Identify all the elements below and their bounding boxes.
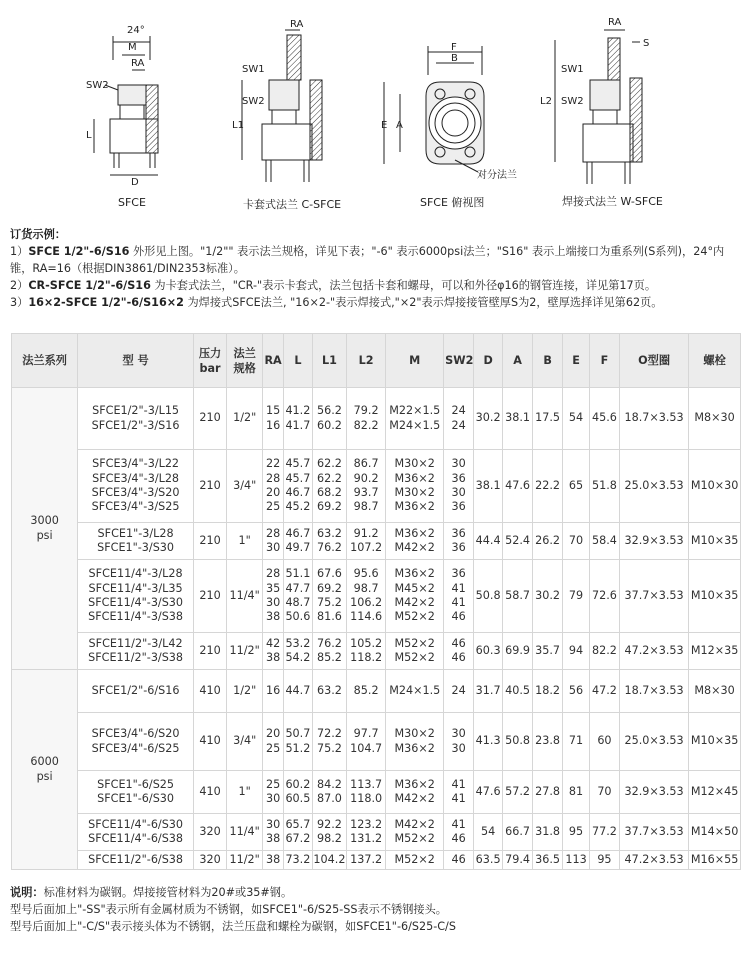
table-row xyxy=(12,713,741,771)
table-cell: 85.2 xyxy=(346,670,385,713)
model-cell: SFCE11/4"-3/L28 SFCE11/4"-3/L35 SFCE11/4"-3/S30 SFCE11/4"-3/S38 xyxy=(78,560,194,633)
order-title: 订货示例： xyxy=(10,228,66,241)
column-header: 型 号 xyxy=(78,334,194,388)
drawing-w-sfce xyxy=(540,17,649,184)
table-cell: 1" xyxy=(227,771,263,814)
drawing-sfce xyxy=(86,25,158,188)
table-cell: 65 xyxy=(563,450,590,523)
table-cell: M36×2 M42×2 xyxy=(386,523,444,560)
table-cell: 54 xyxy=(474,814,503,851)
label-l2: L2 xyxy=(540,96,552,107)
table-cell: 113 xyxy=(563,851,590,870)
model-cell: SFCE11/2"-3/L42 SFCE11/2"-3/S38 xyxy=(78,633,194,670)
column-header: A xyxy=(503,334,533,388)
table-cell: 20 25 xyxy=(263,713,284,771)
series-cell: 6000 psi xyxy=(12,670,78,870)
label-ra: RA xyxy=(131,58,145,69)
table-cell: M36×2 M42×2 xyxy=(386,771,444,814)
column-header: L xyxy=(283,334,312,388)
model-cell: SFCE11/4"-6/S30 SFCE11/4"-6/S38 xyxy=(78,814,194,851)
table-cell: 51.1 47.7 48.7 50.6 xyxy=(283,560,312,633)
table-cell: 27.8 xyxy=(533,771,563,814)
order-line-3: 3）16×2-SFCE 1/2"-6/S16×2 为焊接式SFCE法兰, "16×2-"表示焊接式,"×2"表示焊接接管壁厚S为2，壁厚选择详见第62页。 xyxy=(10,296,663,309)
label-sw1: SW1 xyxy=(561,64,584,75)
table-cell: 105.2 118.2 xyxy=(346,633,385,670)
table-cell: 72.6 xyxy=(589,560,619,633)
table-cell: 79 xyxy=(563,560,590,633)
note-line-2: 型号后面加上"-SS"表示所有金属材质为不锈钢，如SFCE1"-6/S25-SS表示不锈钢接头。 xyxy=(10,903,447,916)
table-cell: 3/4" xyxy=(227,713,263,771)
table-cell: 37.7×3.53 xyxy=(619,560,688,633)
table-cell: 26.2 xyxy=(533,523,563,560)
table-cell: 47.6 xyxy=(503,450,533,523)
label-s: S xyxy=(643,38,650,49)
table-cell: 25.0×3.53 xyxy=(619,713,688,771)
table-cell: 50.7 51.2 xyxy=(283,713,312,771)
note-line-1: 说明：标准材料为碳钢。焊接接管材料为20#或35#钢。 xyxy=(10,886,293,899)
table-cell: 18.7×3.53 xyxy=(619,388,688,450)
table-cell: 45.6 xyxy=(589,388,619,450)
table-cell: 70 xyxy=(589,771,619,814)
table-cell: 65.7 67.2 xyxy=(283,814,312,851)
table-cell: 30.2 xyxy=(474,388,503,450)
table-cell: 70 xyxy=(563,523,590,560)
table-cell: M12×45 xyxy=(689,771,741,814)
table-cell: 38 xyxy=(263,851,284,870)
table-cell: 24 24 xyxy=(444,388,474,450)
label-a: A xyxy=(396,120,403,131)
table-cell: 31.7 xyxy=(474,670,503,713)
table-cell: 410 xyxy=(193,670,226,713)
label-l1: L1 xyxy=(232,120,244,131)
table-cell: M10×30 xyxy=(689,450,741,523)
table-cell: 81 xyxy=(563,771,590,814)
column-header: 法兰系列 xyxy=(12,334,78,388)
table-cell: 58.4 xyxy=(589,523,619,560)
table-cell: 31.8 xyxy=(533,814,563,851)
table-cell: M8×30 xyxy=(689,670,741,713)
table-cell: 66.7 xyxy=(503,814,533,851)
label-sw1: SW1 xyxy=(242,64,265,75)
table-cell: 210 xyxy=(193,523,226,560)
table-cell: 22.2 xyxy=(533,450,563,523)
table-cell: 11/2" xyxy=(227,851,263,870)
model-cell: SFCE1"-6/S25 SFCE1"-6/S30 xyxy=(78,771,194,814)
table-cell: 41.3 xyxy=(474,713,503,771)
notes xyxy=(10,884,746,935)
column-header: RA xyxy=(263,334,284,388)
label-m: M xyxy=(128,42,137,53)
table-row xyxy=(12,670,741,713)
label-e: E xyxy=(381,120,388,131)
table-cell: M16×55 xyxy=(689,851,741,870)
table-cell: 18.2 xyxy=(533,670,563,713)
table-cell: 41 41 xyxy=(444,771,474,814)
table-cell: 1/2" xyxy=(227,388,263,450)
table-cell: 47.2×3.53 xyxy=(619,633,688,670)
model-cell: SFCE1/2"-6/S16 xyxy=(78,670,194,713)
table-cell: 18.7×3.53 xyxy=(619,670,688,713)
model-cell: SFCE11/2"-6/S38 xyxy=(78,851,194,870)
label-b: B xyxy=(451,53,458,64)
table-cell: 210 xyxy=(193,388,226,450)
table-cell: M10×35 xyxy=(689,560,741,633)
table-cell: 42 38 xyxy=(263,633,284,670)
table-cell: 32.9×3.53 xyxy=(619,771,688,814)
table-cell: 3/4" xyxy=(227,450,263,523)
table-cell: 57.2 xyxy=(503,771,533,814)
model-cell: SFCE1"-3/L28 SFCE1"-3/S30 xyxy=(78,523,194,560)
table-cell: M42×2 M52×2 xyxy=(386,814,444,851)
drawing-canvas xyxy=(0,0,752,222)
table-cell: 1/2" xyxy=(227,670,263,713)
table-cell: 137.2 xyxy=(346,851,385,870)
table-cell: 56 xyxy=(563,670,590,713)
table-cell: M10×35 xyxy=(689,523,741,560)
column-header: L2 xyxy=(346,334,385,388)
table-cell: 73.2 xyxy=(283,851,312,870)
table-cell: 76.2 85.2 xyxy=(312,633,346,670)
column-header: 螺栓 xyxy=(689,334,741,388)
table-cell: 84.2 87.0 xyxy=(312,771,346,814)
table-cell: 36 41 41 46 xyxy=(444,560,474,633)
table-cell: 44.4 xyxy=(474,523,503,560)
table-cell: 95 xyxy=(589,851,619,870)
table-cell: M8×30 xyxy=(689,388,741,450)
table-cell: 46 xyxy=(444,851,474,870)
table-cell: 41 46 xyxy=(444,814,474,851)
table-cell: 47.2 xyxy=(589,670,619,713)
table-cell: 210 xyxy=(193,633,226,670)
table-cell: 58.7 xyxy=(503,560,533,633)
table-cell: 32.9×3.53 xyxy=(619,523,688,560)
table-cell: M30×2 M36×2 xyxy=(386,713,444,771)
table-cell: 113.7 118.0 xyxy=(346,771,385,814)
table-cell: 46.7 49.7 xyxy=(283,523,312,560)
table-cell: 40.5 xyxy=(503,670,533,713)
table-cell: 51.8 xyxy=(589,450,619,523)
caption-w-sfce: 焊接式法兰 W-SFCE xyxy=(562,195,663,208)
caption-sfce: SFCE xyxy=(118,196,146,209)
table-cell: 35.7 xyxy=(533,633,563,670)
table-cell: 210 xyxy=(193,450,226,523)
model-cell: SFCE3/4"-3/L22 SFCE3/4"-3/L28 SFCE3/4"-3/S20 SFCE3/4"-3/S25 xyxy=(78,450,194,523)
table-row xyxy=(12,771,741,814)
label-f: F xyxy=(451,42,457,53)
table-cell: 25 30 xyxy=(263,771,284,814)
table-cell: 62.2 62.2 68.2 69.2 xyxy=(312,450,346,523)
table-row xyxy=(12,633,741,670)
model-cell: SFCE3/4"-6/S20 SFCE3/4"-6/S25 xyxy=(78,713,194,771)
table-cell: 95.6 98.7 106.2 114.6 xyxy=(346,560,385,633)
table-cell: 52.4 xyxy=(503,523,533,560)
table-cell: 37.7×3.53 xyxy=(619,814,688,851)
table-cell: M52×2 xyxy=(386,851,444,870)
label-angle: 24° xyxy=(127,25,145,36)
column-header: L1 xyxy=(312,334,346,388)
series-cell: 3000 psi xyxy=(12,388,78,670)
order-line-2: 2）CR-SFCE 1/2"-6/S16 为卡套式法兰，"CR-"表示卡套式，法兰包括卡套和螺母，可以和外径φ16的钢管连接，详见第17页。 xyxy=(10,279,657,292)
label-sw2: SW2 xyxy=(242,96,265,107)
order-line-1: 1）SFCE 1/2"-6/S16 外形见上图。"1/2"" 表示法兰规格，详见下表；"-6" 表示6000psi法兰；"S16" 表示上端接口为重系列(S系列)，24°内锥，RA=16（根据DIN3861/DIN2353标准）。 xyxy=(10,245,725,275)
table-cell: 30 36 30 36 xyxy=(444,450,474,523)
table-cell: 60.2 60.5 xyxy=(283,771,312,814)
table-cell: 30 30 xyxy=(444,713,474,771)
table-cell: 50.8 xyxy=(503,713,533,771)
caption-c-sfce: 卡套式法兰 C-SFCE xyxy=(243,198,342,211)
table-cell: 63.2 xyxy=(312,670,346,713)
table-cell: 97.7 104.7 xyxy=(346,713,385,771)
label-sw2: SW2 xyxy=(561,96,584,107)
table-cell: 60 xyxy=(589,713,619,771)
technical-drawings xyxy=(0,0,752,222)
table-cell: M52×2 M52×2 xyxy=(386,633,444,670)
label-split-flange: 对分法兰 xyxy=(477,170,517,181)
table-cell: M30×2 M36×2 M30×2 M36×2 xyxy=(386,450,444,523)
label-l: L xyxy=(86,130,92,141)
caption-top-view: SFCE 俯视图 xyxy=(420,196,485,209)
table-cell: 38.1 xyxy=(474,450,503,523)
column-header: M xyxy=(386,334,444,388)
table-cell: 56.2 60.2 xyxy=(312,388,346,450)
table-cell: 95 xyxy=(563,814,590,851)
table-row xyxy=(12,450,741,523)
table-cell: 1" xyxy=(227,523,263,560)
spec-table xyxy=(11,333,741,870)
table-cell: 320 xyxy=(193,814,226,851)
drawing-c-sfce xyxy=(232,19,322,182)
table-cell: 53.2 54.2 xyxy=(283,633,312,670)
table-cell: M36×2 M45×2 M42×2 M52×2 xyxy=(386,560,444,633)
table-cell: 67.6 69.2 75.2 81.6 xyxy=(312,560,346,633)
table-cell: M10×35 xyxy=(689,713,741,771)
table-cell: 69.9 xyxy=(503,633,533,670)
column-header: E xyxy=(563,334,590,388)
table-cell: 47.2×3.53 xyxy=(619,851,688,870)
table-cell: 28 30 xyxy=(263,523,284,560)
label-sw2: SW2 xyxy=(86,80,109,91)
column-header: O型圈 xyxy=(619,334,688,388)
table-cell: 15 16 xyxy=(263,388,284,450)
column-header: F xyxy=(589,334,619,388)
table-cell: 79.2 82.2 xyxy=(346,388,385,450)
table-cell: M24×1.5 xyxy=(386,670,444,713)
table-cell: 82.2 xyxy=(589,633,619,670)
table-cell: 11/2" xyxy=(227,633,263,670)
table-cell: 23.8 xyxy=(533,713,563,771)
table-row xyxy=(12,388,741,450)
table-cell: 104.2 xyxy=(312,851,346,870)
column-header: D xyxy=(474,334,503,388)
table-cell: 16 xyxy=(263,670,284,713)
column-header: 压力 bar xyxy=(193,334,226,388)
table-cell: 38.1 xyxy=(503,388,533,450)
note-line-3: 型号后面加上"-C/S"表示接头体为不锈钢，法兰压盘和螺栓为碳钢，如SFCE1"-6/S25-C/S xyxy=(10,920,456,933)
table-cell: 25.0×3.53 xyxy=(619,450,688,523)
table-cell: 17.5 xyxy=(533,388,563,450)
table-cell: 63.2 76.2 xyxy=(312,523,346,560)
table-cell: 79.4 xyxy=(503,851,533,870)
table-cell: 60.3 xyxy=(474,633,503,670)
table-cell: 91.2 107.2 xyxy=(346,523,385,560)
table-cell: 410 xyxy=(193,771,226,814)
column-header: B xyxy=(533,334,563,388)
table-cell: M14×50 xyxy=(689,814,741,851)
label-d: D xyxy=(131,177,139,188)
table-cell: 50.8 xyxy=(474,560,503,633)
table-cell: 41.2 41.7 xyxy=(283,388,312,450)
table-cell: 44.7 xyxy=(283,670,312,713)
table-row xyxy=(12,560,741,633)
table-cell: 72.2 75.2 xyxy=(312,713,346,771)
table-cell: 410 xyxy=(193,713,226,771)
table-cell: 71 xyxy=(563,713,590,771)
table-row xyxy=(12,814,741,851)
table-cell: 11/4" xyxy=(227,560,263,633)
table-row xyxy=(12,851,741,870)
table-cell: 320 xyxy=(193,851,226,870)
table-cell: 45.7 45.7 46.7 45.2 xyxy=(283,450,312,523)
table-cell: 47.6 xyxy=(474,771,503,814)
table-cell: M12×35 xyxy=(689,633,741,670)
table-cell: 63.5 xyxy=(474,851,503,870)
table-cell: 86.7 90.2 93.7 98.7 xyxy=(346,450,385,523)
table-cell: M22×1.5 M24×1.5 xyxy=(386,388,444,450)
table-cell: 30 38 xyxy=(263,814,284,851)
table-cell: 54 xyxy=(563,388,590,450)
order-examples xyxy=(10,226,746,311)
table-cell: 92.2 98.2 xyxy=(312,814,346,851)
table-cell: 11/4" xyxy=(227,814,263,851)
table-cell: 210 xyxy=(193,560,226,633)
table-cell: 22 28 20 25 xyxy=(263,450,284,523)
table-body xyxy=(12,388,741,870)
table-cell: 30.2 xyxy=(533,560,563,633)
table-header-row xyxy=(12,334,741,388)
table-cell: 94 xyxy=(563,633,590,670)
table-cell: 123.2 131.2 xyxy=(346,814,385,851)
table-cell: 46 46 xyxy=(444,633,474,670)
table-cell: 36 36 xyxy=(444,523,474,560)
table-cell: 36.5 xyxy=(533,851,563,870)
table-row xyxy=(12,523,741,560)
column-header: SW2 xyxy=(444,334,474,388)
model-cell: SFCE1/2"-3/L15 SFCE1/2"-3/S16 xyxy=(78,388,194,450)
drawing-top-view xyxy=(381,42,484,172)
table-cell: 77.2 xyxy=(589,814,619,851)
table-cell: 28 35 30 38 xyxy=(263,560,284,633)
column-header: 法兰 规格 xyxy=(227,334,263,388)
label-ra: RA xyxy=(290,19,304,30)
table-cell: 24 xyxy=(444,670,474,713)
label-ra: RA xyxy=(608,17,622,28)
